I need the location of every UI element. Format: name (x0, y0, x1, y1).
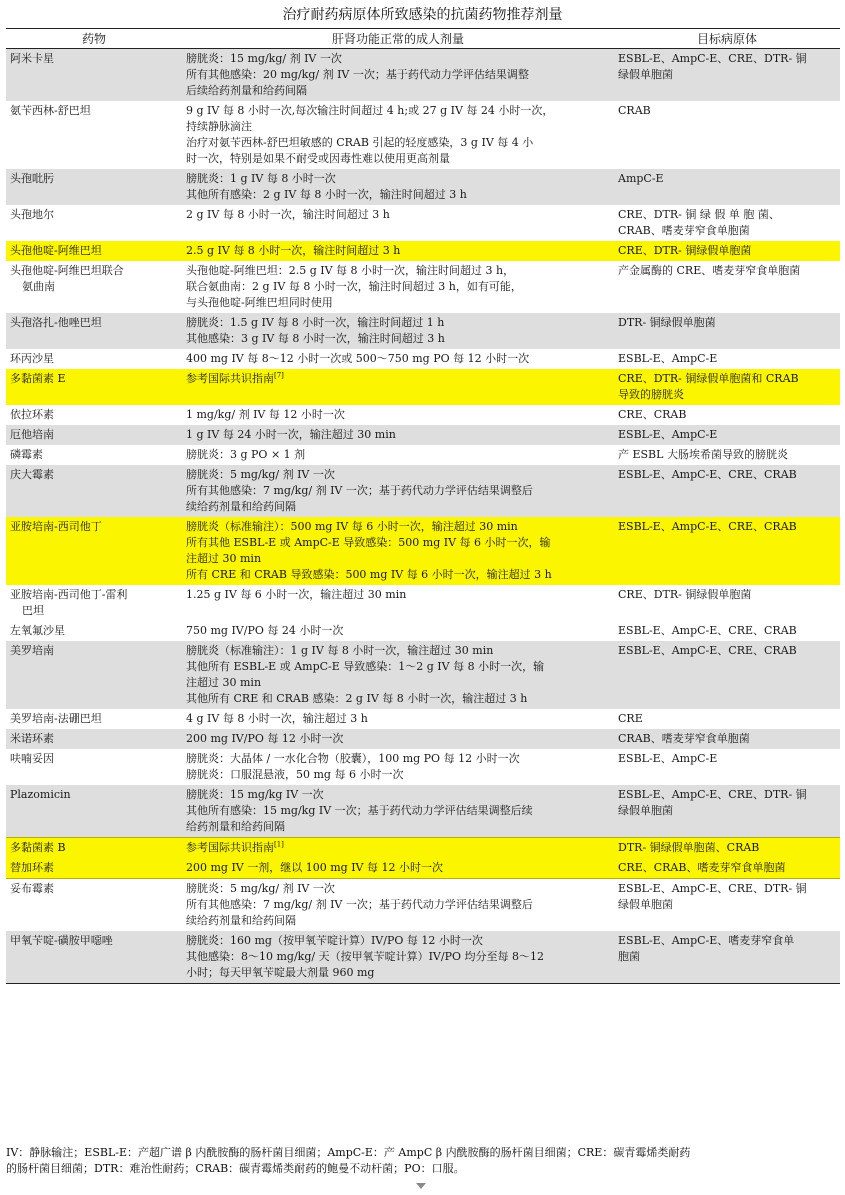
table-title: 治疗耐药病原体所致感染的抗菌药物推荐剂量 (282, 7, 563, 23)
pathogen-text: CRAB (618, 104, 651, 117)
drug-cell (6, 729, 182, 749)
drug-name: 呋喃妥因 (10, 752, 54, 765)
dose-line (186, 427, 610, 443)
table-row (6, 585, 840, 621)
drug-name: 氨曲南 (22, 280, 55, 293)
dose-line (186, 643, 610, 659)
dose-line (186, 467, 610, 483)
dose-text: 400 mg IV 每 8～12 小时一次或 500～750 mg PO 每 12 小时一次 (186, 352, 530, 365)
drug-cell (6, 241, 182, 261)
pathogen-cell (614, 49, 840, 102)
dose-text: 联合氨曲南：2 g IV 每 8 小时一次，输注时间超过 3 h，如有可能， (186, 280, 522, 293)
table-row (6, 465, 840, 517)
drug-name: 巴坦 (22, 604, 44, 617)
drug-name: 多黏菌素 B (10, 841, 66, 854)
dose-line (186, 675, 610, 691)
dose-line (186, 567, 610, 583)
dose-line (186, 263, 610, 279)
dose-text: 膀胱炎：5 mg/kg/ 剂 IV 一次 (186, 882, 335, 895)
dose-text: 所有其他感染：7 mg/kg/ 剂 IV 一次；基于药代动力学评估结果调整后 (186, 484, 533, 497)
pathogen-text: CRE、DTR- 铜绿假单胞菌和 CRAB (618, 372, 799, 385)
dose-cell (182, 785, 614, 838)
footnote-line: IV：静脉输注；ESBL-E：产超广谱 β 内酰胺酶的肠杆菌目细菌；AmpC-E：产 AmpC β 内酰胺酶的肠杆菌目细菌；CRE：碳青霉烯类耐药 (6, 1146, 691, 1159)
pathogen-cell (614, 621, 840, 641)
dose-cell (182, 585, 614, 621)
dose-cell (182, 241, 614, 261)
drug-name: 厄他培南 (10, 428, 54, 441)
dose-cell (182, 517, 614, 585)
drug-cell (6, 838, 182, 859)
table-row (6, 169, 840, 205)
dose-text: 所有其他感染：7 mg/kg/ 剂 IV 一次；基于药代动力学评估结果调整后 (186, 898, 533, 911)
table-row (6, 621, 840, 641)
table-row (6, 205, 840, 241)
dose-line (186, 623, 610, 639)
drug-name: 米诺环素 (10, 732, 54, 745)
dose-line (186, 51, 610, 67)
pathogen-cell (614, 709, 840, 729)
pathogen-text: DTR- 铜绿假单胞菌、CRAB (618, 841, 760, 854)
dose-text: 其他所有感染：2 g IV 每 8 小时一次，输注时间超过 3 h (186, 188, 467, 201)
scroll-down-icon[interactable] (416, 1183, 426, 1189)
drug-name: 依拉环素 (10, 408, 54, 421)
dose-text: 1 mg/kg/ 剂 IV 每 12 小时一次 (186, 408, 345, 421)
dose-line (186, 151, 610, 167)
drug-name: Plazomicin (10, 788, 71, 801)
table-row (6, 641, 840, 709)
dose-line (186, 803, 610, 819)
dose-cell (182, 313, 614, 349)
dose-line (186, 295, 610, 311)
table-row (6, 349, 840, 369)
pathogen-cell (614, 879, 840, 932)
table-row (6, 931, 840, 984)
drug-cell (6, 49, 182, 102)
dose-text: 膀胱炎：大晶体 / 一水化合物（胶囊），100 mg PO 每 12 小时一次 (186, 752, 520, 765)
dose-line (186, 691, 610, 707)
dose-cell (182, 641, 614, 709)
pathogen-cell (614, 749, 840, 785)
dose-line (186, 187, 610, 203)
drug-name: 替加环素 (10, 861, 54, 874)
pathogen-text: ESBL-E、AmpC-E、CRE、CRAB (618, 624, 797, 637)
dose-cell (182, 101, 614, 169)
dose-line (186, 731, 610, 747)
dose-line (186, 371, 610, 387)
pathogen-text: ESBL-E、AmpC-E、CRE、CRAB (618, 468, 797, 481)
table-row (6, 261, 840, 313)
pathogen-text: CRAB、嗜麦芽窄食单胞菌 (618, 224, 750, 237)
dose-text: 注超过 30 min (186, 552, 262, 565)
drug-name: 美罗培南 (10, 644, 54, 657)
dose-line (186, 711, 610, 727)
dose-text: 所有 CRE 和 CRAB 导致感染：500 mg IV 每 6 小时一次，输注超过 3 h (186, 568, 552, 581)
drug-name: 头孢吡肟 (10, 172, 54, 185)
drug-name: 亚胺培南-西司他丁 (10, 520, 102, 533)
dose-cell (182, 858, 614, 879)
pathogen-text: CRE、DTR- 铜绿假单胞菌 (618, 588, 752, 601)
dose-text: 膀胱炎：160 mg（按甲氧苄啶计算）IV/PO 每 12 小时一次 (186, 934, 483, 947)
drug-name: 头孢他啶-阿维巴坦 (10, 244, 102, 257)
drug-name: 环丙沙星 (10, 352, 54, 365)
table-header-row (6, 29, 840, 49)
drug-cell (6, 369, 182, 405)
drug-cell (6, 101, 182, 169)
drug-cell (6, 169, 182, 205)
pathogen-cell (614, 169, 840, 205)
table-row (6, 879, 840, 932)
pathogen-cell (614, 369, 840, 405)
dose-text: 治疗对氨苄西林-舒巴坦敏感的 CRAB 引起的轻度感染，3 g IV 每 4 小 (186, 136, 534, 149)
drug-cell (6, 749, 182, 785)
drug-name: 亚胺培南-西司他丁-雷利 (10, 588, 128, 601)
drug-cell (6, 879, 182, 932)
pathogen-text: 绿假单胞菌 (618, 898, 673, 911)
dose-line (186, 315, 610, 331)
dose-line (186, 787, 610, 803)
pathogen-cell (614, 349, 840, 369)
dose-line (186, 897, 610, 913)
dose-text: 200 mg IV 一剂，继以 100 mg IV 每 12 小时一次 (186, 861, 443, 874)
pathogen-cell (614, 517, 840, 585)
pathogen-text: DTR- 铜绿假单胞菌 (618, 316, 716, 329)
dose-line (186, 933, 610, 949)
pathogen-cell (614, 313, 840, 349)
dose-text: 注超过 30 min (186, 676, 262, 689)
dose-text: 膀胱炎：1.5 g IV 每 8 小时一次，输注时间超过 1 h (186, 316, 445, 329)
dose-text: 2.5 g IV 每 8 小时一次，输注时间超过 3 h (186, 244, 401, 257)
drug-cell (6, 313, 182, 349)
pathogen-text: CRE、DTR- 铜绿假单胞菌 (618, 244, 752, 257)
footnote (6, 1145, 840, 1177)
table-row (6, 405, 840, 425)
dose-line (186, 840, 610, 856)
dose-line (186, 551, 610, 567)
dose-text: 参考国际共识指南 (186, 372, 274, 385)
dose-line (186, 407, 610, 423)
dose-cell (182, 465, 614, 517)
dose-cell (182, 49, 614, 102)
pathogen-text: 产 ESBL 大肠埃希菌导致的膀胱炎 (618, 448, 788, 461)
dose-text: 小时；每天甲氧苄啶最大剂量 960 mg (186, 966, 375, 979)
pathogen-text: ESBL-E、AmpC-E、CRE、DTR- 铜 (618, 52, 807, 65)
drug-cell (6, 261, 182, 313)
dose-line (186, 535, 610, 551)
dose-line (186, 135, 610, 151)
dose-text: 膀胱炎（标准输注）：500 mg IV 每 6 小时一次，输注超过 30 min (186, 520, 518, 533)
table-row (6, 709, 840, 729)
drug-name: 甲氧苄啶-磺胺甲噁唑 (10, 934, 113, 947)
drug-cell (6, 425, 182, 445)
pathogen-cell (614, 101, 840, 169)
dose-text: 持续静脉滴注 (186, 120, 252, 133)
dose-text: 所有其他感染：20 mg/kg/ 剂 IV 一次；基于药代动力学评估结果调整 (186, 68, 529, 81)
dose-line (186, 331, 610, 347)
pathogen-cell (614, 729, 840, 749)
pathogen-text: 产金属酶的 CRE、嗜麦芽窄食单胞菌 (618, 264, 801, 277)
dose-text: 后续给药剂量和给药间隔 (186, 84, 307, 97)
citation-ref[interactable]: [1] (274, 840, 284, 849)
dose-text: 9 g IV 每 8 小时一次,每次输注时间超过 4 h;或 27 g IV 每 24 小时一次， (186, 104, 554, 117)
dose-cell (182, 445, 614, 465)
dose-line (186, 587, 610, 603)
pathogen-cell (614, 445, 840, 465)
pathogen-cell (614, 241, 840, 261)
dose-text: 参考国际共识指南 (186, 841, 274, 854)
citation-ref[interactable]: [7] (274, 371, 284, 380)
dose-text: 所有其他 ESBL-E 或 AmpC-E 导致感染：500 mg IV 每 6 小时一次，输 (186, 536, 551, 549)
pathogen-text: ESBL-E、AmpC-E、CRE、DTR- 铜 (618, 788, 807, 801)
dose-text: 续给药剂量和给药间隔 (186, 914, 296, 927)
drug-name: 庆大霉素 (10, 468, 54, 481)
pathogen-cell (614, 205, 840, 241)
drug-name: 头孢洛扎-他唑巴坦 (10, 316, 102, 329)
pathogen-text: 胞菌 (618, 950, 640, 963)
table-row (6, 838, 840, 859)
pathogen-text: ESBL-E、AmpC-E、嗜麦芽窄食单 (618, 934, 795, 947)
footnote-line: 的肠杆菌目细菌；DTR：难治性耐药；CRAB：碳青霉烯类耐药的鲍曼不动杆菌；PO：口服。 (6, 1162, 465, 1175)
drug-cell (6, 785, 182, 838)
dose-text: 4 g IV 每 8 小时一次，输注超过 3 h (186, 712, 368, 725)
drug-cell (6, 205, 182, 241)
drug-name: 头孢地尔 (10, 208, 54, 221)
drug-name: 头孢他啶-阿维巴坦联合 (10, 264, 124, 277)
pathogen-text: 绿假单胞菌 (618, 804, 673, 817)
dose-cell (182, 169, 614, 205)
dose-line (186, 119, 610, 135)
table-row (6, 101, 840, 169)
pathogen-text: CRE、DTR- 铜 绿 假 单 胞 菌、 (618, 208, 780, 221)
dose-line (186, 483, 610, 499)
dose-line (186, 207, 610, 223)
table-row (6, 49, 840, 102)
dose-cell (182, 405, 614, 425)
pathogen-text: ESBL-E、AmpC-E、CRE、CRAB (618, 644, 797, 657)
pathogen-cell (614, 585, 840, 621)
dose-text: 头孢他啶-阿维巴坦：2.5 g IV 每 8 小时一次，输注时间超过 3 h， (186, 264, 515, 277)
dose-text: 与头孢他啶-阿维巴坦同时使用 (186, 296, 333, 309)
dose-text: 膀胱炎：15 mg/kg/ 剂 IV 一次 (186, 52, 342, 65)
dose-line (186, 279, 610, 295)
pathogen-cell (614, 838, 840, 859)
pathogen-cell (614, 785, 840, 838)
drug-name: 左氧氟沙星 (10, 624, 65, 637)
table-row (6, 749, 840, 785)
dose-line (186, 171, 610, 187)
dose-cell (182, 931, 614, 984)
pathogen-text: ESBL-E、AmpC-E、CRE、CRAB (618, 520, 797, 533)
dose-cell (182, 879, 614, 932)
dose-text: 1 g IV 每 24 小时一次，输注超过 30 min (186, 428, 396, 441)
dosage-table (6, 28, 840, 984)
pathogen-text: ESBL-E、AmpC-E (618, 352, 718, 365)
pathogen-text: ESBL-E、AmpC-E (618, 428, 718, 441)
pathogen-text: ESBL-E、AmpC-E、CRE、DTR- 铜 (618, 882, 807, 895)
dose-cell (182, 749, 614, 785)
dose-line (186, 949, 610, 965)
dose-line (186, 881, 610, 897)
dose-cell (182, 838, 614, 859)
pathogen-text: AmpC-E (618, 172, 664, 185)
table-row (6, 858, 840, 879)
dose-cell (182, 621, 614, 641)
drug-cell (6, 465, 182, 517)
pathogen-cell (614, 261, 840, 313)
drug-cell (6, 641, 182, 709)
pathogen-text: CRAB、嗜麦芽窄食单胞菌 (618, 732, 750, 745)
table-row (6, 445, 840, 465)
pathogen-cell (614, 641, 840, 709)
dose-line (186, 83, 610, 99)
drug-name: 磷霉素 (10, 448, 43, 461)
dose-text: 2 g IV 每 8 小时一次，输注时间超过 3 h (186, 208, 390, 221)
drug-cell (6, 517, 182, 585)
pathogen-text: CRE、CRAB (618, 408, 687, 421)
dose-text: 膀胱炎：口服混悬液，50 mg 每 6 小时一次 (186, 768, 404, 781)
dose-line (186, 519, 610, 535)
drug-cell (6, 858, 182, 879)
dose-text: 膀胱炎（标准输注）：1 g IV 每 8 小时一次，输注超过 30 min (186, 644, 494, 657)
table-row (6, 517, 840, 585)
dose-cell (182, 425, 614, 445)
drug-cell (6, 585, 182, 621)
pathogen-text: 绿假单胞菌 (618, 68, 673, 81)
dose-text: 膀胱炎：3 g PO × 1 剂 (186, 448, 306, 461)
dose-text: 膀胱炎：1 g IV 每 8 小时一次 (186, 172, 336, 185)
table-body (6, 49, 840, 984)
drug-cell (6, 709, 182, 729)
dose-cell (182, 261, 614, 313)
dose-cell (182, 729, 614, 749)
header-dose: 肝肾功能正常的成人剂量 (182, 29, 614, 49)
dose-line (186, 819, 610, 835)
dose-cell (182, 205, 614, 241)
table-row (6, 785, 840, 838)
header-drug: 药物 (6, 29, 182, 49)
pathogen-text: 导致的膀胱炎 (618, 388, 684, 401)
dose-text: 给药剂量和给药间隔 (186, 820, 285, 833)
dose-line (186, 103, 610, 119)
dose-text: 其他感染：8～10 mg/kg/ 天（按甲氧苄啶计算）IV/PO 均分至每 8～12 (186, 950, 544, 963)
dose-line (186, 659, 610, 675)
drug-name: 阿米卡星 (10, 52, 54, 65)
dose-line (186, 751, 610, 767)
dose-text: 750 mg IV/PO 每 24 小时一次 (186, 624, 344, 637)
drug-name: 氨苄西林-舒巴坦 (10, 104, 91, 117)
table-row (6, 313, 840, 349)
dose-text: 1.25 g IV 每 6 小时一次，输注超过 30 min (186, 588, 407, 601)
dose-text: 其他所有 ESBL-E 或 AmpC-E 导致感染：1～2 g IV 每 8 小时一次，输 (186, 660, 545, 673)
pathogen-cell (614, 425, 840, 445)
pathogen-cell (614, 405, 840, 425)
table-row (6, 729, 840, 749)
drug-name: 妥布霉素 (10, 882, 54, 895)
dose-text: 续给药剂量和给药间隔 (186, 500, 296, 513)
drug-cell (6, 621, 182, 641)
pathogen-cell (614, 931, 840, 984)
dose-line (186, 965, 610, 981)
dose-line (186, 351, 610, 367)
dose-line (186, 499, 610, 515)
pathogen-cell (614, 858, 840, 879)
drug-cell (6, 931, 182, 984)
dose-line (186, 447, 610, 463)
dose-text: 膀胱炎：5 mg/kg/ 剂 IV 一次 (186, 468, 335, 481)
dose-text: 时一次，特别是如果不耐受或因毒性难以使用更高剂量 (186, 152, 450, 165)
dose-text: 膀胱炎：15 mg/kg IV 一次 (186, 788, 324, 801)
dose-cell (182, 349, 614, 369)
dose-text: 200 mg IV/PO 每 12 小时一次 (186, 732, 344, 745)
dose-line (186, 243, 610, 259)
pathogen-text: ESBL-E、AmpC-E (618, 752, 718, 765)
dose-line (186, 913, 610, 929)
dose-text: 其他所有感染：15 mg/kg IV 一次；基于药代动力学评估结果调整后续 (186, 804, 533, 817)
pathogen-text: CRE (618, 712, 643, 725)
drug-cell (6, 405, 182, 425)
drug-name: 美罗培南-法硼巴坦 (10, 712, 102, 725)
dose-line (186, 767, 610, 783)
dose-text: 其他感染：3 g IV 每 8 小时一次，输注时间超过 3 h (186, 332, 445, 345)
table-row (6, 241, 840, 261)
dose-text: 其他所有 CRE 和 CRAB 感染：2 g IV 每 8 小时一次，输注超过 3 h (186, 692, 528, 705)
header-pathogen: 目标病原体 (614, 29, 840, 49)
table-row (6, 369, 840, 405)
dose-line (186, 860, 610, 876)
dose-cell (182, 369, 614, 405)
table-row (6, 425, 840, 445)
drug-cell (6, 445, 182, 465)
drug-name: 多黏菌素 E (10, 372, 66, 385)
dose-cell (182, 709, 614, 729)
pathogen-text: CRE、CRAB、嗜麦芽窄食单胞菌 (618, 861, 786, 874)
pathogen-cell (614, 465, 840, 517)
drug-cell (6, 349, 182, 369)
dose-line (186, 67, 610, 83)
